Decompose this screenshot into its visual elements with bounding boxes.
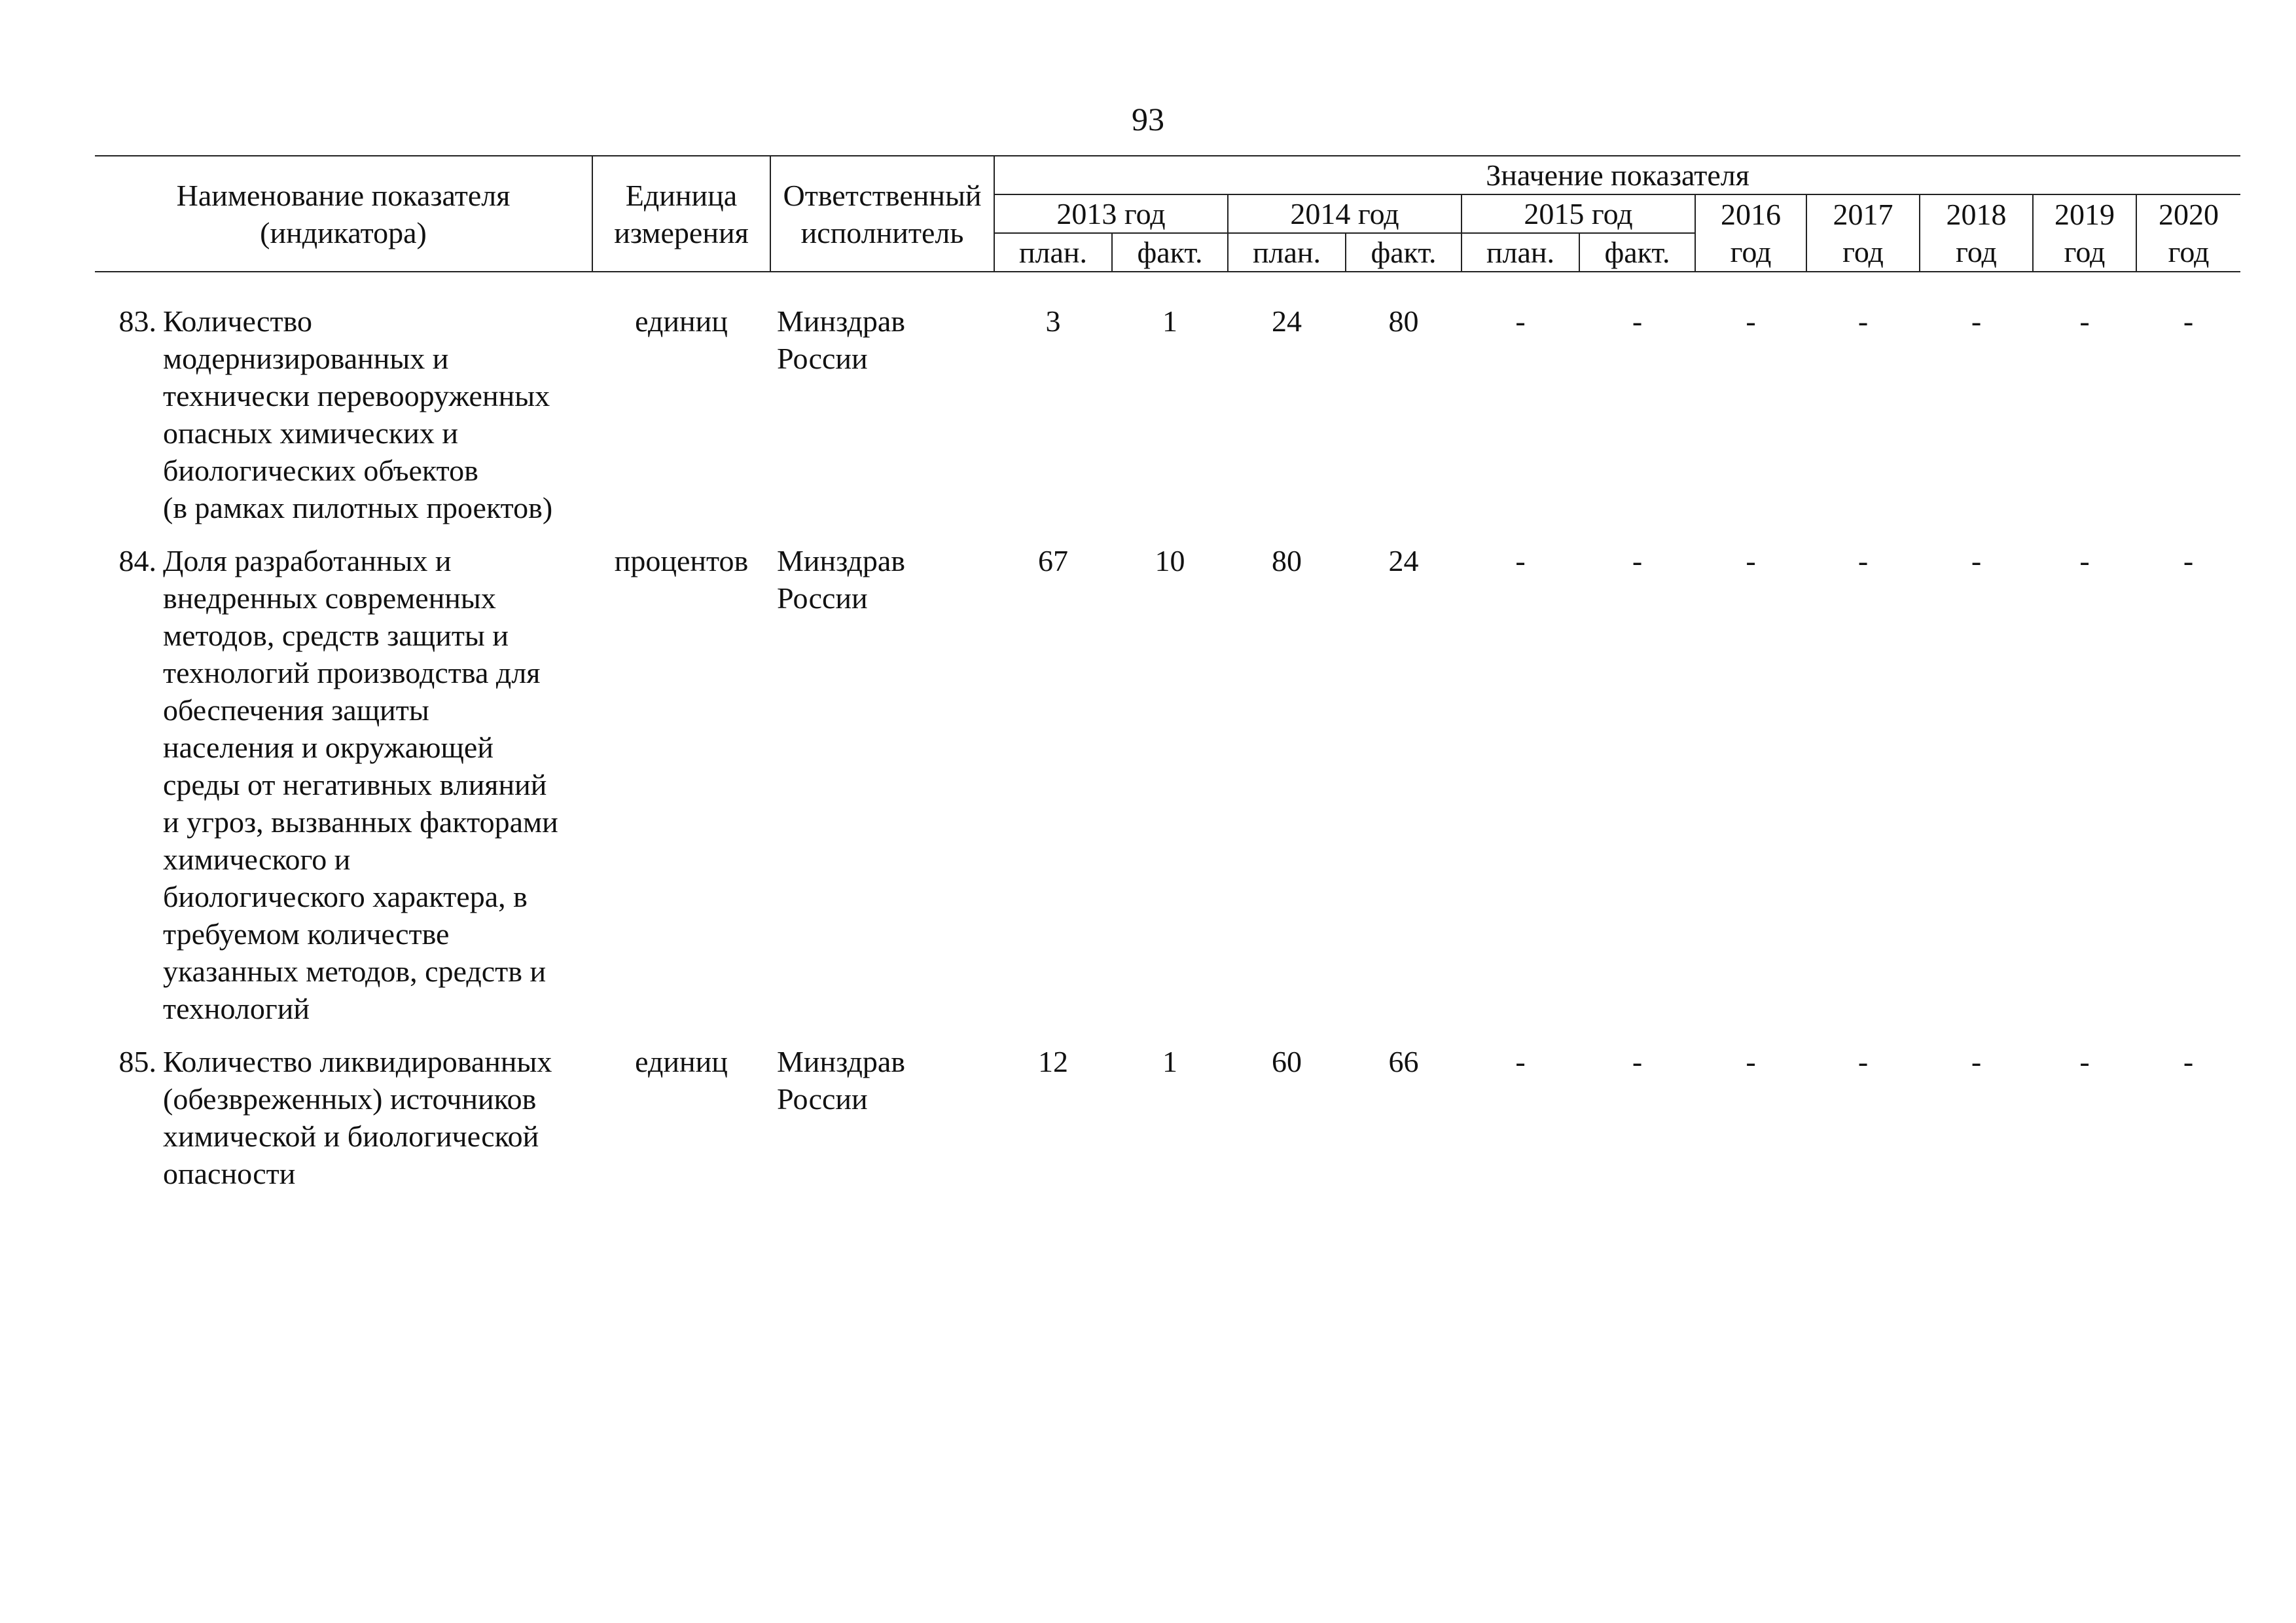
row-number: 85. bbox=[118, 1045, 156, 1078]
table-row bbox=[95, 542, 2240, 1043]
executor-cell: Минздрав России bbox=[777, 1045, 906, 1116]
value-2018: - bbox=[1971, 304, 1982, 338]
indicator-table bbox=[95, 155, 2240, 1208]
value-2016: - bbox=[1746, 304, 1756, 338]
value-2013-fact: 10 bbox=[1155, 544, 1185, 577]
value-2014-fact: 80 bbox=[1388, 304, 1419, 338]
value-2017: - bbox=[1857, 304, 1869, 338]
value-2013-fact: 1 bbox=[1162, 304, 1177, 338]
value-2015-plan: - bbox=[1515, 304, 1526, 338]
value-2013-plan: 67 bbox=[1038, 544, 1068, 577]
value-2018: - bbox=[1971, 1045, 1982, 1078]
value-2019: - bbox=[2079, 304, 2090, 338]
value-2015-fact: - bbox=[1632, 1045, 1643, 1078]
value-2019: - bbox=[2079, 544, 2090, 577]
header-year-2016: 2016 год bbox=[1695, 194, 1806, 272]
header-indicator-name: Наименование показателя (индикатора) bbox=[95, 156, 592, 272]
header-year-2014: 2014 год bbox=[1228, 194, 1462, 233]
indicator-name-cell bbox=[95, 302, 592, 542]
value-2018: - bbox=[1971, 544, 1982, 577]
header-unit: Единица измерения bbox=[592, 156, 770, 272]
header-indicator-value: Значение показателя bbox=[994, 156, 2240, 194]
value-2015-plan: - bbox=[1515, 544, 1526, 577]
indicator-name-cell bbox=[95, 542, 592, 1043]
header-plan-2013: план. bbox=[994, 233, 1112, 272]
header-plan-2015: план. bbox=[1462, 233, 1579, 272]
header-year-2019: 2019 год bbox=[2033, 194, 2136, 272]
header-fact-2015: факт. bbox=[1579, 233, 1695, 272]
executor-cell: Минздрав России bbox=[777, 304, 906, 375]
indicator-name: Доля разработанных и внедренных современных методов, средств защиты и технологий производства для обеспечения защиты населения и окружающей среды от негативных влияний и угроз, вызванных факторами химического и биологического характера, в требуемом количестве указанных методов, средств и технологий bbox=[163, 544, 558, 1025]
value-2015-fact: - bbox=[1632, 304, 1643, 338]
row-number: 83. bbox=[118, 304, 156, 338]
header-year-2013: 2013 год bbox=[994, 194, 1228, 233]
value-2016: - bbox=[1746, 544, 1756, 577]
value-2014-plan: 24 bbox=[1272, 304, 1302, 338]
table-row bbox=[95, 1043, 2240, 1208]
value-2015-fact: - bbox=[1632, 544, 1643, 577]
table-row bbox=[95, 302, 2240, 542]
header-year-2017: 2017 год bbox=[1806, 194, 1920, 272]
value-2013-plan: 3 bbox=[1045, 304, 1061, 338]
unit-cell: процентов bbox=[614, 544, 749, 577]
value-2020: - bbox=[2183, 544, 2194, 577]
value-2015-plan: - bbox=[1515, 1045, 1526, 1078]
value-2013-plan: 12 bbox=[1038, 1045, 1068, 1078]
indicator-name: Количество модернизированных и технически перевооруженных опасных химических и биологических объектов (в рамках пилотных проектов) bbox=[163, 304, 553, 524]
header-fact-2014: факт. bbox=[1346, 233, 1462, 272]
value-2017: - bbox=[1857, 544, 1869, 577]
value-2014-fact: 24 bbox=[1388, 544, 1419, 577]
value-2019: - bbox=[2079, 1045, 2090, 1078]
unit-cell: единиц bbox=[635, 304, 728, 338]
header-plan-2014: план. bbox=[1228, 233, 1346, 272]
value-2020: - bbox=[2183, 304, 2194, 338]
value-2017: - bbox=[1857, 1045, 1869, 1078]
header-year-2015: 2015 год bbox=[1462, 194, 1695, 233]
table-header bbox=[95, 156, 2240, 272]
value-2014-plan: 60 bbox=[1272, 1045, 1302, 1078]
page-number: 93 bbox=[1132, 101, 1164, 137]
row-number: 84. bbox=[118, 544, 156, 577]
value-2014-fact: 66 bbox=[1388, 1045, 1419, 1078]
executor-cell: Минздрав России bbox=[777, 544, 906, 615]
value-2014-plan: 80 bbox=[1272, 544, 1302, 577]
value-2013-fact: 1 bbox=[1162, 1045, 1177, 1078]
value-2016: - bbox=[1746, 1045, 1756, 1078]
indicator-name: Количество ликвидированных (обезвреженных) источников химической и биологической опасности bbox=[163, 1045, 552, 1190]
value-2020: - bbox=[2183, 1045, 2194, 1078]
unit-cell: единиц bbox=[635, 1045, 728, 1078]
header-year-2020: 2020 год bbox=[2136, 194, 2240, 272]
table-body bbox=[95, 272, 2240, 1208]
header-year-2018: 2018 год bbox=[1920, 194, 2033, 272]
header-executor: Ответственный исполнитель bbox=[770, 156, 994, 272]
header-fact-2013: факт. bbox=[1112, 233, 1228, 272]
indicator-name-cell bbox=[95, 1043, 592, 1208]
